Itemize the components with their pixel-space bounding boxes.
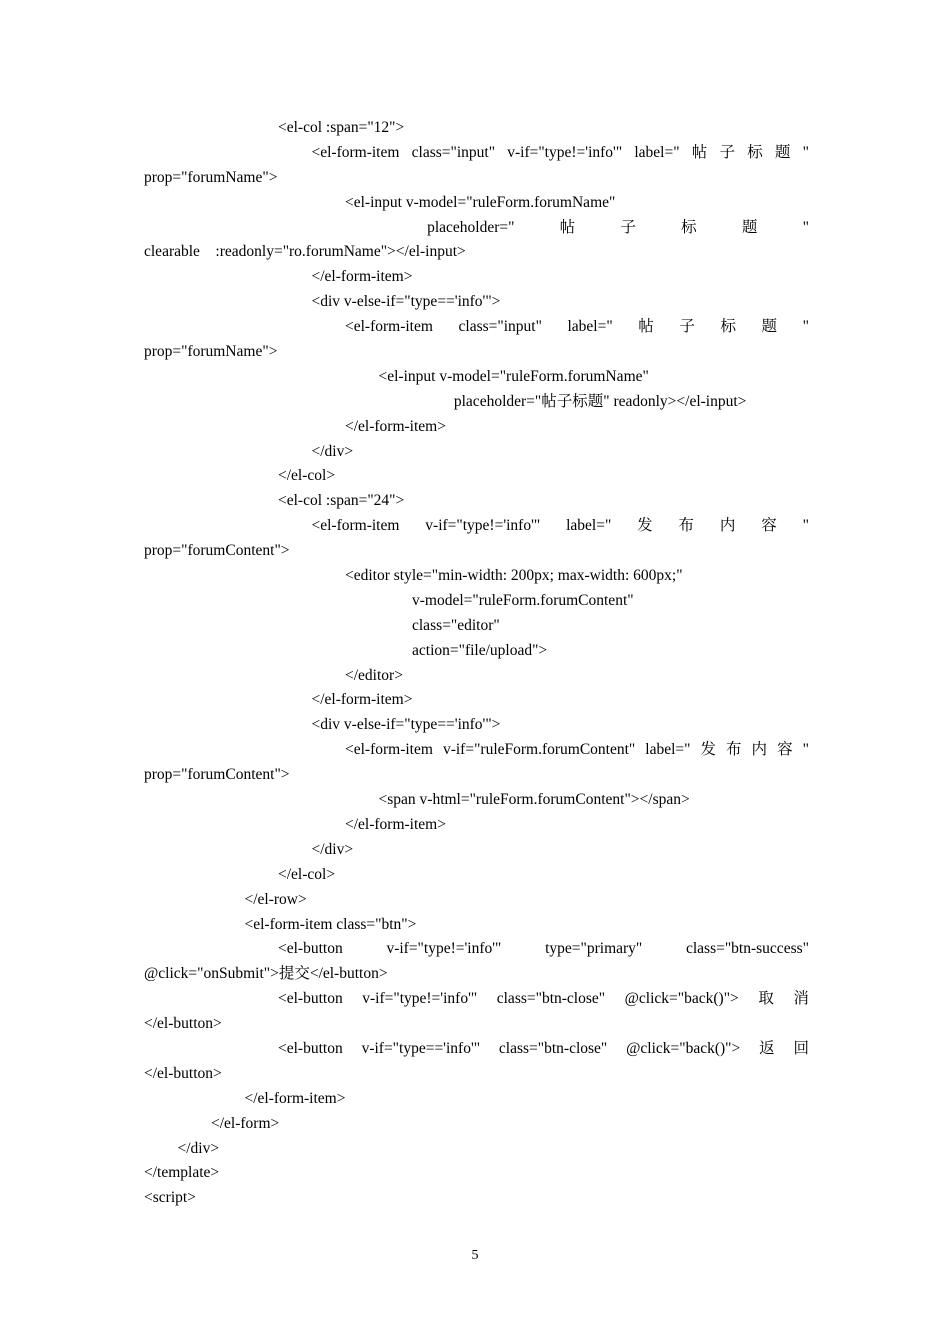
code-line: </el-form-item>	[345, 417, 446, 435]
code-line: <div v-else-if="type=='info'">	[311, 716, 501, 734]
code-token: class="input"	[411, 143, 496, 161]
code-line: prop="forumName">	[144, 168, 278, 186]
code-token: 标	[681, 218, 697, 236]
code-token: 标	[747, 143, 763, 161]
code-line: prop="forumContent">	[144, 766, 290, 784]
code-token: v-if="ruleForm.forumContent"	[442, 741, 636, 759]
code-token: label="	[634, 143, 680, 161]
code-listing	[0, 116, 950, 1211]
code-token: 题	[774, 143, 791, 161]
code-token: @click="back()">	[624, 990, 739, 1008]
code-token: v-if="type!='info'"	[507, 143, 623, 161]
code-token: class="btn-success"	[685, 940, 809, 958]
code-token: 子	[620, 218, 636, 236]
code-token: "	[802, 143, 809, 161]
code-token: v-if="type=='info'"	[361, 1039, 481, 1057]
code-line: </div>	[311, 840, 354, 858]
code-line	[0, 514, 809, 539]
code-token: 布	[726, 741, 742, 759]
code-token: 帖	[559, 218, 576, 236]
code-token: "	[802, 318, 809, 336]
code-line: prop="forumName">	[144, 343, 278, 361]
code-line: </el-button>	[144, 1064, 222, 1082]
code-line: <el-col :span="12">	[278, 119, 405, 136]
code-line: </el-form-item>	[244, 1089, 346, 1107]
code-line: </el-col>	[278, 467, 336, 485]
code-token: 容	[777, 741, 793, 759]
code-line	[0, 937, 809, 962]
code-line: <el-form-item class="btn">	[244, 915, 417, 933]
code-token: 标	[720, 318, 736, 336]
code-token: 取	[758, 990, 774, 1008]
code-token: <el-form-item	[311, 517, 400, 535]
code-line: </el-row>	[244, 890, 307, 908]
code-token: placeholder="	[427, 218, 515, 236]
code-line: @click="onSubmit">提交</el-button>	[144, 965, 388, 983]
code-line: v-model="ruleForm.forumContent"	[412, 591, 634, 609]
page-number: 5	[471, 1248, 479, 1263]
code-token: v-if="type!='info'"	[425, 517, 541, 535]
code-token: <el-form-item	[345, 318, 433, 336]
code-line: <script>	[144, 1189, 196, 1207]
code-token: v-if="type!='info'"	[362, 990, 478, 1008]
code-line: <div v-else-if="type=='info'">	[311, 293, 501, 311]
code-token: type="primary"	[545, 940, 643, 958]
code-line: <el-input v-model="ruleForm.forumName"	[378, 367, 649, 385]
code-token: 发	[700, 741, 716, 759]
code-line: </el-form-item>	[311, 691, 413, 709]
code-line: <el-col :span="24">	[278, 492, 405, 510]
code-line: action="file/upload">	[412, 641, 548, 659]
code-line: <el-input v-model="ruleForm.forumName"	[345, 193, 616, 211]
code-line: </el-form-item>	[345, 815, 446, 833]
code-line: </el-button>	[144, 1015, 222, 1033]
code-line: clearable :readonly="ro.forumName"></el-input>	[144, 243, 466, 261]
code-line	[0, 987, 809, 1012]
code-token: <el-form-item	[311, 143, 400, 161]
code-token: 题	[761, 318, 778, 336]
code-line	[0, 738, 809, 763]
code-token: 内	[751, 741, 768, 759]
code-token: "	[802, 741, 809, 759]
code-line: <span v-html="ruleForm.forumContent"></span>	[378, 791, 690, 809]
code-token: 子	[679, 318, 695, 336]
code-line: class="editor"	[412, 616, 500, 634]
code-token: <el-form-item	[345, 741, 433, 759]
code-line	[0, 141, 809, 166]
code-token: v-if="type!='info'"	[386, 940, 502, 958]
code-token: 题	[741, 218, 758, 236]
code-line: </div>	[177, 1139, 220, 1157]
code-token: <el-button	[278, 990, 343, 1008]
code-token: 子	[719, 143, 735, 161]
code-token: class="btn-close"	[498, 1039, 608, 1057]
code-line: </el-col>	[278, 865, 336, 883]
code-token: 发	[637, 517, 653, 535]
code-line: prop="forumContent">	[144, 542, 290, 560]
code-token: label="	[566, 517, 612, 535]
code-token: 返	[759, 1039, 775, 1057]
code-token: 回	[793, 1039, 809, 1057]
code-line: placeholder="帖子标题" readonly></el-input>	[453, 392, 747, 410]
code-token: 帖	[691, 143, 708, 161]
code-line: </template>	[144, 1164, 220, 1182]
code-token: 容	[761, 517, 777, 535]
code-line: <editor style="min-width: 200px; max-width: 600px;"	[345, 567, 683, 585]
code-token: class="btn-close"	[496, 990, 606, 1008]
code-token: 内	[719, 517, 736, 535]
code-line: </el-form-item>	[311, 268, 413, 286]
code-token: "	[802, 517, 809, 535]
code-token: class="input"	[458, 318, 542, 336]
code-token: "	[802, 218, 809, 236]
code-token: label="	[567, 318, 613, 336]
code-token: @click="back()">	[626, 1039, 741, 1057]
code-token: 帖	[638, 318, 654, 336]
code-line	[0, 1037, 809, 1062]
code-token: label="	[645, 741, 691, 759]
code-line: </div>	[311, 442, 354, 460]
code-token: 布	[678, 517, 695, 535]
code-line	[0, 315, 809, 340]
code-line: </el-form>	[211, 1114, 280, 1132]
code-line	[0, 216, 809, 241]
code-token: <el-button	[278, 1039, 343, 1057]
code-line: </editor>	[345, 666, 403, 684]
code-token: <el-button	[278, 940, 343, 958]
code-token: 消	[793, 990, 809, 1008]
